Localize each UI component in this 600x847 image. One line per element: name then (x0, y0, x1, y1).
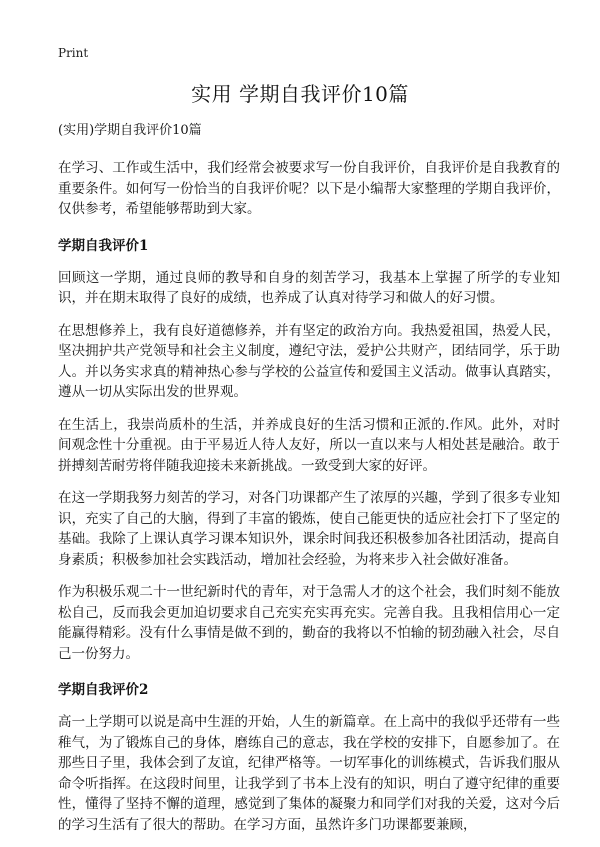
section-heading: 学期自我评价1 (58, 237, 149, 254)
section-paragraph: 在生活上，我崇尚质朴的生活，并养成良好的生活习惯和正派的.作风。此外，对时间观念性十分重视。由于平易近人待人友好，所以一直以来与人相处甚是融洽。敢于拼搏刻苦耐劳将伴随我迎接未来新挑战。一致受到大家的好评。 (58, 416, 560, 474)
section-paragraph: 回顾这一学期，通过良师的教导和自身的刻苦学习，我基本上掌握了所学的专业知识，并在期末取得了良好的成绩，也养成了认真对待学习和做人的好习惯。 (58, 269, 560, 306)
page-title: 实用 学期自我评价10篇 (191, 82, 409, 106)
article-subtitle: (实用)学期自我评价10篇 (58, 123, 202, 138)
article-body (58, 121, 560, 847)
section-paragraph: 作为积极乐观二十一世纪新时代的青年，对于急需人才的这个社会，我们时刻不能放松自己，反而我会更加迫切要求自己充实充实再充实。完善自我。且我相信用心一定能赢得精彩。没有什么事情是做不到的，勤奋的我将以不怕输的韧劲融入社会，尽自己一份努力。 (58, 584, 560, 662)
intro-paragraph: 在学习、工作或生活中，我们经常会被要求写一份自我评价，自我评价是自我教育的重要条件。如何写一份恰当的自我评价呢？以下是小编帮大家整理的学期自我评价，仅供参考，希望能够帮助到大家。 (58, 160, 560, 217)
section-paragraph: 在思想修养上，我有良好道德修养，并有坚定的政治方向。我热爱祖国，热爱人民，坚决拥护共产党领导和社会主义制度，遵纪守法，爱护公共财产，团结同学，乐于助人。并以务实求真的精神热心参与学校的公益宣传和爱国主义活动。做事认真踏实，遵从一切从实际出发的世界观。 (58, 322, 560, 400)
section-heading: 学期自我评价2 (58, 682, 149, 698)
section-paragraph: 在这一学期我努力刻苦的学习，对各门功课都产生了浓厚的兴趣，学到了很多专业知识，充实了自己的大脑，得到了丰富的锻炼，使自己能更快的适应社会打下了坚定的基础。我除了上课认真学习课本知识外，课余时间我还积极参加各社团活动，提高自身素质；积极参加社会实践活动，增加社会经验，为将来步入社会做好准备。 (58, 490, 560, 568)
section-paragraph: 高一上学期可以说是高中生涯的开始，人生的新篇章。在上高中的我似乎还带有一些稚气，为了锻炼自己的身体，磨练自己的意志，我在学校的安排下，自愿参加了。在那些日子里，我体会到了友谊，纪律严格等。一切军事化的训练模式，告诉我们服从命令听指挥。在这段时间里，让我学到了书本上没有的知识，明白了遵守纪律的重要性，懂得了坚持不懈的道理，感觉到了集体的凝聚力和同学们对我的关爱，这对今后的学习生活有了很大的帮助。在学习方面，虽然许多门功课都要兼顾， (58, 714, 560, 833)
print-link[interactable]: Print (58, 46, 89, 60)
